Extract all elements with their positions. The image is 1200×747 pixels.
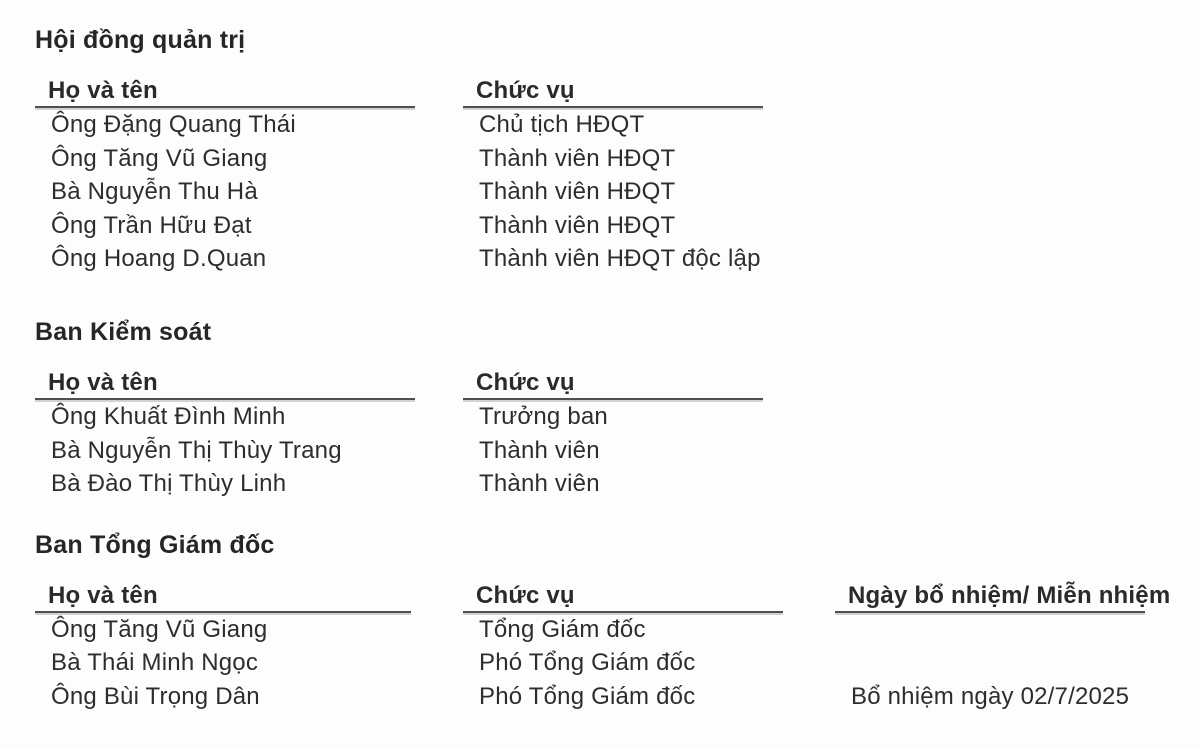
- column-header-name: Họ và tên: [35, 583, 411, 613]
- cell-position: Thành viên HĐQT: [479, 178, 676, 206]
- cell-name: Ông Tăng Vũ Giang: [51, 615, 268, 643]
- cell-position: Phó Tổng Giám đốc: [479, 649, 696, 677]
- cell-date: Bổ nhiệm ngày 02/7/2025: [851, 682, 1130, 710]
- board-of-directors-table: [35, 78, 763, 276]
- section-supervisory-board: [35, 318, 1200, 501]
- column-header-name: Họ và tên: [35, 78, 415, 108]
- cell-position: Thành viên HĐQT: [479, 144, 676, 172]
- cell-date: [835, 646, 1145, 680]
- column-header-position: Chức vụ: [463, 78, 763, 108]
- cell-name: Bà Nguyễn Thị Thùy Trang: [51, 436, 342, 464]
- cell-position: Thành viên: [479, 436, 600, 464]
- section-title: Hội đồng quản trị: [35, 26, 246, 54]
- section-board-of-management: [35, 531, 1200, 714]
- cell-name: Bà Nguyễn Thu Hà: [51, 178, 258, 206]
- section-title: Ban Tổng Giám đốc: [35, 530, 275, 559]
- supervisory-board-table: [35, 370, 763, 501]
- cell-name: Ông Khuất Đình Minh: [51, 402, 286, 430]
- column-header-position: Chức vụ: [463, 370, 763, 400]
- cell-name: Bà Đào Thị Thùy Linh: [51, 470, 287, 498]
- cell-position: Thành viên HĐQT: [479, 211, 676, 239]
- column-header-position: Chức vụ: [463, 583, 783, 613]
- section-board-of-directors: [35, 26, 1200, 276]
- cell-position: Chủ tịch HĐQT: [479, 111, 645, 138]
- cell-name: Ông Hoang D.Quan: [51, 245, 267, 273]
- column-header-appointment-date: Ngày bổ nhiệm/ Miễn nhiệm: [835, 583, 1145, 613]
- cell-name: Ông Bùi Trọng Dân: [51, 682, 260, 710]
- cell-name: Ông Đặng Quang Thái: [51, 111, 296, 138]
- cell-date: [835, 613, 1145, 647]
- cell-name: Ông Tăng Vũ Giang: [51, 144, 268, 172]
- cell-position: Phó Tổng Giám đốc: [479, 682, 696, 710]
- board-of-management-table: [35, 581, 1171, 714]
- cell-name: Ông Trần Hữu Đạt: [51, 211, 252, 239]
- cell-position: Trưởng ban: [479, 402, 608, 430]
- cell-name: Bà Thái Minh Ngọc: [51, 649, 259, 677]
- cell-position: Tổng Giám đốc: [479, 615, 646, 643]
- column-header-name: Họ và tên: [35, 370, 415, 400]
- cell-position: Thành viên HĐQT độc lập: [479, 245, 761, 273]
- section-title: Ban Kiểm soát: [35, 317, 212, 346]
- cell-position: Thành viên: [479, 470, 600, 498]
